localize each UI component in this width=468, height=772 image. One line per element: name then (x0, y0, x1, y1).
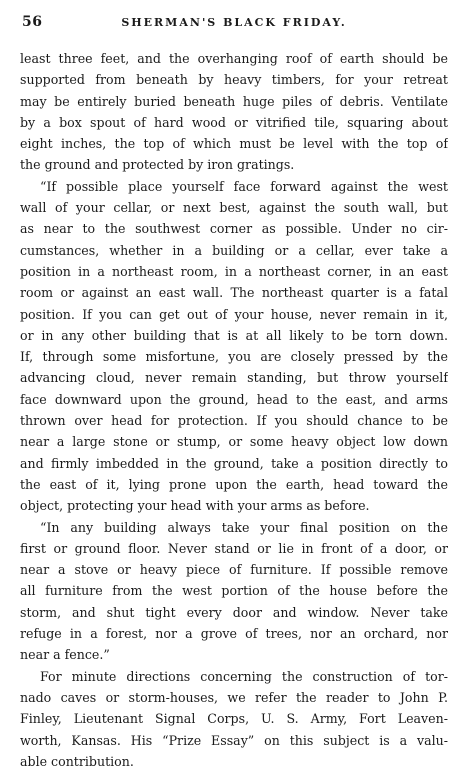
text-line: near a stove or heavy piece of furniture. If possible remove (20, 562, 448, 578)
text-line: near a large stone or stump, or some heavy object low down (20, 434, 448, 450)
text-line: near a fence.” (20, 647, 110, 663)
text-line: refuge in a forest, nor a grove of trees, nor an orchard, nor (20, 626, 448, 642)
text-line: storm, and shut tight every door and window. Never take (20, 604, 448, 620)
text-line: thrown over head for protection. If you should chance to be (20, 413, 448, 429)
text-line: If, through some misfortune, you are closely pressed by the (20, 349, 448, 365)
text-line: as near to the southwest corner as possible. Under no cir- (20, 221, 448, 237)
text-line: face downward upon the ground, head to the east, and arms (20, 391, 448, 407)
text-line: worth, Kansas. His “Prize Essay” on this subject is a valu- (20, 732, 448, 748)
text-line: position. If you can get out of your house, never remain in it, (20, 306, 448, 322)
text-line: eight inches, the top of which must be level with the top of (20, 136, 448, 152)
text-line: wall of your cellar, or next best, against the south wall, but (20, 200, 448, 216)
text-line: room or against an east wall. The northeast quarter is a fatal (20, 285, 448, 301)
text-line: least three feet, and the overhanging roof of earth should be (20, 51, 448, 66)
paragraph-2 (20, 176, 448, 517)
text-line: by a box spout of hard wood or vitrified tile, squaring about (20, 114, 448, 130)
page-number: 56 (22, 14, 43, 30)
text-line: the east of it, lying prone upon the earth, head toward the (20, 476, 448, 492)
text-line: supported from beneath by heavy timbers, for your retreat (20, 72, 448, 88)
running-title: SHERMAN'S BLACK FRIDAY. (121, 16, 347, 29)
paragraph-1 (20, 48, 448, 176)
page-header (22, 14, 446, 34)
text-line: cumstances, whether in a building or a cellar, ever take a (20, 242, 448, 258)
text-line: “In any building always take your final position on the (40, 519, 448, 535)
text-line: first or ground floor. Never stand or lie in front of a door, or (20, 540, 448, 556)
text-line: and firmly imbedded in the ground, take a position directly to (20, 455, 448, 471)
text-line: the ground and protected by iron gratings. (20, 157, 295, 173)
text-line: nado caves or storm-houses, we refer the reader to John P. (20, 689, 448, 705)
page-body (20, 48, 448, 772)
text-line: position in a northeast room, in a northeast corner, in an east (20, 263, 448, 279)
text-line: “If possible place yourself face forward against the west (40, 178, 448, 194)
text-line: or in any other building that is at all likely to be torn down. (20, 327, 448, 343)
text-line: advancing cloud, never remain standing, but throw yourself (20, 370, 448, 386)
text-line: Finley, Lieutenant Signal Corps, U. S. Army, Fort Leaven- (20, 711, 448, 727)
text-line: may be entirely buried beneath huge piles of debris. Ventilate (20, 93, 448, 109)
text-line: all furniture from the west portion of the house before the (20, 583, 448, 599)
text-line: able contribution. (20, 753, 134, 769)
paragraph-3 (20, 517, 448, 666)
text-line: object, protecting your head with your arms as before. (20, 498, 370, 514)
text-line: For minute directions concerning the construction of tor- (40, 668, 448, 684)
paragraph-4 (20, 666, 448, 772)
